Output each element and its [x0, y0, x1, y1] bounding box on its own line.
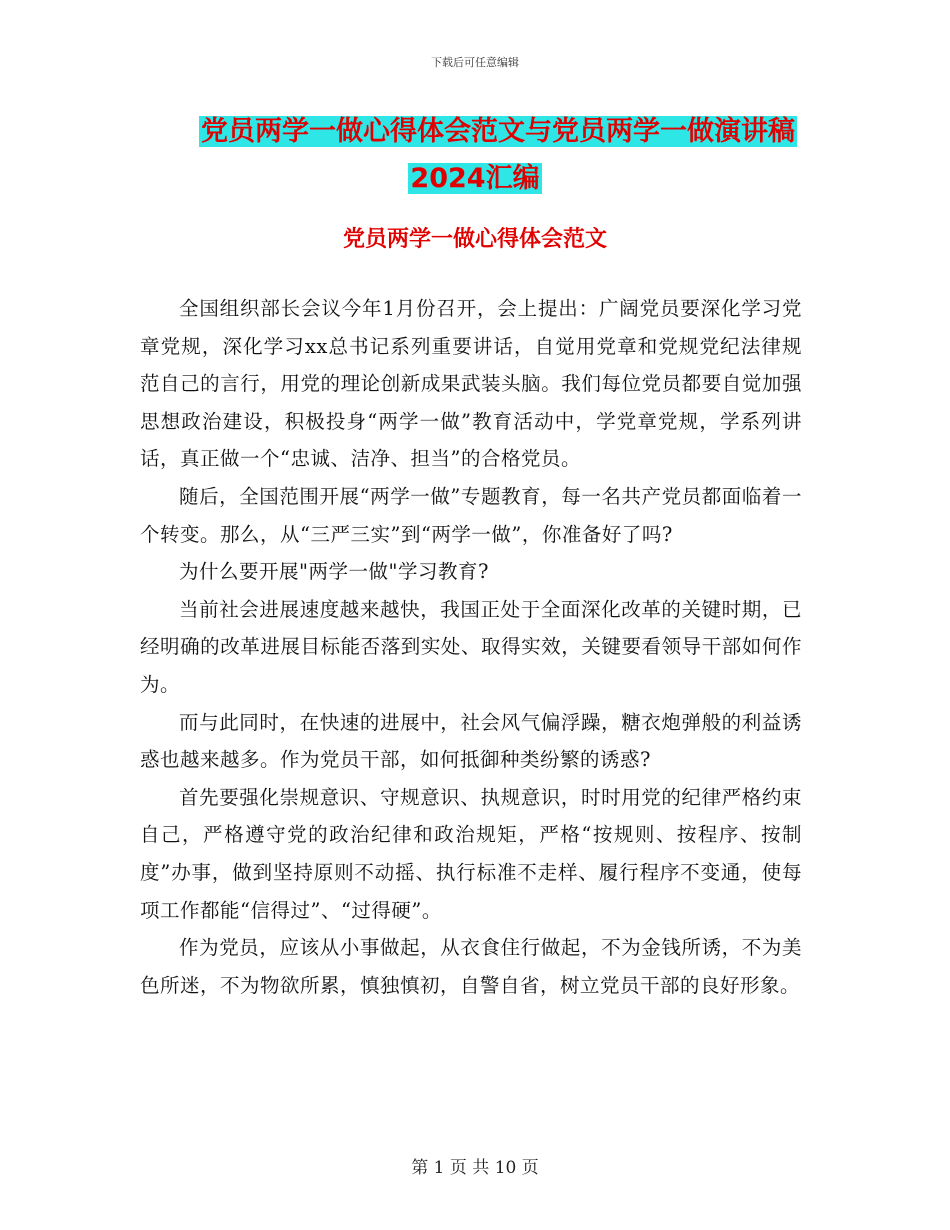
document-title-line-2: 2024汇编	[410, 163, 540, 194]
paragraph: 作为党员，应该从小事做起，从衣食住行做起，不为金钱所诱，不为美色所迷，不为物欲所累，慎独慎初，自警自省，树立党员干部的良好形象。	[140, 936, 802, 997]
page-header-note: 下载后可任意编辑	[431, 56, 519, 69]
paragraph: 首先要强化崇规意识、守规意识、执规意识，时时用党的纪律严格约束自己，严格遵守党的政治纪律和政治规矩，严格“按规则、按程序、按制度”办事，做到坚持原则不动摇、执行标准不走样、履行程序不变通，使每项工作都能“信得过”、“过得硬”。	[140, 785, 802, 922]
paragraph: 全国组织部长会议今年1月份召开，会上提出：广阔党员要深化学习党章党规，深化学习xx总书记系列重要讲话，自觉用党章和党规党纪法律规范自己的言行，用党的理论创新成果武装头脑。我们每位党员都要自觉加强思想政治建设，积极投身“两学一做”教育活动中，学党章党规，学系列讲话，真正做一个“忠诚、洁净、担当”的合格党员。	[140, 297, 802, 471]
document-title-line-1: 党员两学一做心得体会范文与党员两学一做演讲稿	[201, 116, 795, 147]
paragraph: 随后，全国范围开展“两学一做”专题教育，每一名共产党员都面临着一个转变。那么，从“三严三实”到“两学一做”，你准备好了吗?	[140, 484, 802, 546]
document-body	[140, 290, 802, 1004]
paragraph: 当前社会进展速度越来越快，我国正处于全面深化改革的关键时期，已经明确的改革进展目标能否落到实处、取得实效，关键要看领导干部如何作为。	[140, 597, 802, 696]
document-title	[0, 108, 950, 202]
page-number: 第 1 页 共 10 页	[411, 1158, 539, 1178]
section-heading: 党员两学一做心得体会范文	[342, 227, 607, 252]
paragraph: 为什么要开展"两学一做"学习教育?	[179, 560, 489, 584]
paragraph: 而与此同时，在快速的进展中，社会风气偏浮躁，糖衣炮弹般的利益诱惑也越来越多。作为党员干部，如何抵御种类纷繁的诱惑?	[140, 710, 802, 772]
